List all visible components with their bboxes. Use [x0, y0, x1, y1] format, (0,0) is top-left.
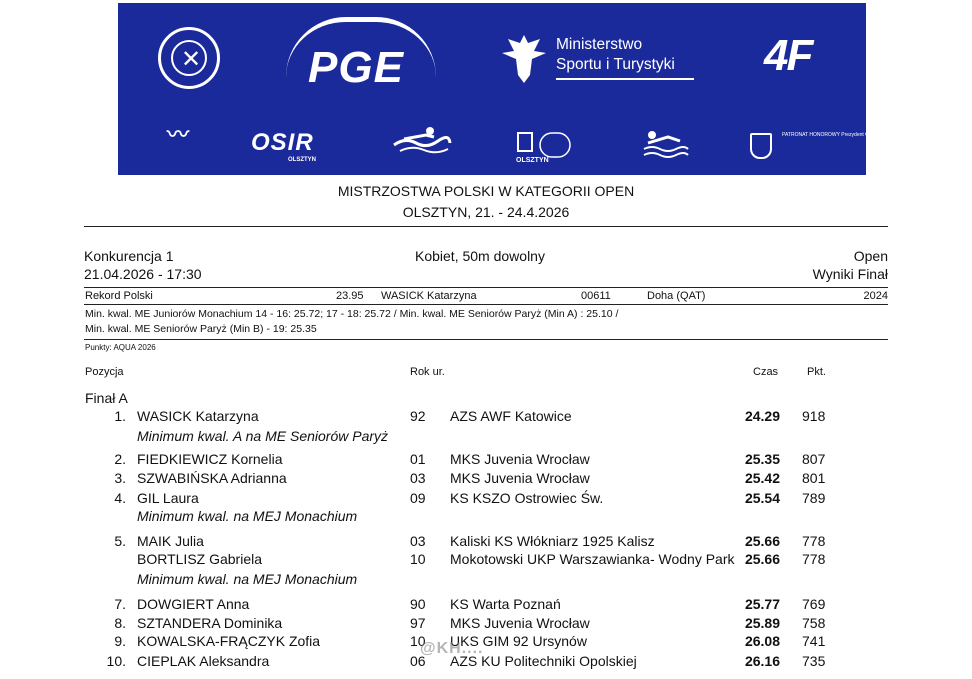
final-label: Finał A	[85, 390, 128, 406]
column-position: Pozycja	[85, 366, 124, 378]
result-position: 8.	[114, 615, 126, 631]
result-time: 26.08	[744, 633, 780, 649]
column-points: Pkt.	[807, 366, 826, 378]
swimming-wave-icon	[642, 127, 690, 159]
result-year: 03	[410, 533, 426, 549]
meet-place-dates: OLSZTYN, 21. - 24.4.2026	[402, 204, 570, 220]
result-row	[0, 633, 972, 651]
result-points: 801	[802, 470, 826, 486]
result-points: 778	[802, 551, 826, 567]
result-name: FIEDKIEWICZ Kornelia	[137, 451, 283, 467]
result-position: 9.	[114, 633, 126, 649]
result-name: BORTLISZ Gabriela	[137, 551, 263, 567]
result-club: KS KSZO Ostrowiec Św.	[450, 490, 604, 506]
result-name: SZWABIŃSKA Adrianna	[137, 470, 287, 486]
result-points: 741	[802, 633, 826, 649]
record-time: 23.95	[336, 290, 364, 302]
column-year: Rok ur.	[410, 366, 445, 378]
osir-logo: OSIR	[251, 129, 314, 156]
swimmer-icon	[390, 123, 452, 155]
result-row	[0, 490, 972, 508]
result-position: 1.	[114, 408, 126, 424]
result-row	[0, 653, 972, 671]
result-name: MAIK Julia	[137, 533, 204, 549]
osir-sub-label: OLSZTYN	[288, 157, 316, 163]
olsztyn-city-logo	[514, 129, 580, 165]
result-year: 90	[410, 596, 426, 612]
pge-logo: PGE	[308, 43, 404, 92]
record-year: 2024	[863, 290, 888, 302]
result-name: WASICK Katarzyna	[137, 408, 259, 424]
result-year: 03	[410, 470, 426, 486]
divider	[84, 287, 888, 288]
points-system: Punkty: AQUA 2026	[85, 343, 156, 352]
result-note: Minimum kwal. A na ME Seniorów Paryż	[137, 428, 389, 444]
result-row	[0, 596, 972, 614]
result-name: SZTANDERA Dominika	[137, 615, 283, 631]
divider	[84, 304, 888, 305]
result-points: 758	[802, 615, 826, 631]
result-position: 4.	[114, 490, 126, 506]
result-points: 778	[802, 533, 826, 549]
warmia-mark-icon: 〰	[166, 122, 189, 147]
result-time: 25.66	[744, 551, 780, 567]
result-time: 25.42	[744, 470, 780, 486]
event-label: Konkurencja 1	[84, 248, 174, 264]
result-year: 92	[410, 408, 426, 424]
divider	[84, 226, 888, 227]
event-datetime: 21.04.2026 - 17:30	[84, 266, 202, 282]
result-position: 10.	[106, 653, 126, 669]
result-club: Kaliski KS Włókniarz 1925 Kalisz	[450, 533, 655, 549]
result-row	[0, 615, 972, 633]
result-row	[0, 533, 972, 551]
result-name: KOWALSKA-FRĄCZYK Zofia	[137, 633, 321, 649]
result-points: 769	[802, 596, 826, 612]
result-club: MKS Juvenia Wrocław	[450, 451, 590, 467]
record-place: Doha (QAT)	[647, 290, 706, 302]
result-row	[0, 451, 972, 469]
qualification-line-1: Min. kwal. ME Juniorów Monachium 14 - 16: 25.72; 17 - 18: 25.72 / Min. kwal. ME Seniorów Paryż (Min A) : 25.10 /	[85, 308, 619, 320]
result-points: 918	[802, 408, 826, 424]
watermark: @KH....	[420, 640, 484, 657]
event-stage: Wyniki Finał	[812, 266, 888, 282]
record-code: 00611	[581, 290, 611, 302]
meet-title: MISTRZOSTWA POLSKI W KATEGORII OPEN	[337, 183, 635, 199]
result-time: 25.35	[744, 451, 780, 467]
olsztyn-label: OLSZTYN	[516, 157, 549, 164]
result-note: Minimum kwal. na MEJ Monachium	[137, 571, 358, 587]
warmia-mazury-logo	[158, 123, 198, 147]
event-category: Open	[853, 248, 888, 264]
result-club: UKS GIM 92 Ursynów	[450, 633, 587, 649]
ministry-logo	[556, 35, 675, 75]
result-year: 10	[410, 633, 426, 649]
eagle-emblem-icon	[500, 31, 548, 85]
record-holder: WASICK Katarzyna	[381, 290, 477, 302]
result-club: MKS Juvenia Wrocław	[450, 470, 590, 486]
result-points: 807	[802, 451, 826, 467]
result-points: 789	[802, 490, 826, 506]
honorary-patronage-logo	[750, 131, 925, 163]
result-club: AZS AWF Katowice	[450, 408, 572, 424]
event-name: Kobiet, 50m dowolny	[415, 248, 545, 264]
result-club: MKS Juvenia Wrocław	[450, 615, 590, 631]
patron-text: PATRONAT HONOROWY Prezydent Olsztyna Robert Szewczyk	[782, 132, 925, 138]
result-position: 2.	[114, 451, 126, 467]
result-row	[0, 408, 972, 426]
result-year: 06	[410, 653, 426, 669]
result-position: 7.	[114, 596, 126, 612]
result-time: 25.66	[744, 533, 780, 549]
result-time: 25.77	[744, 596, 780, 612]
result-name: DOWGIERT Anna	[137, 596, 250, 612]
result-year: 97	[410, 615, 426, 631]
city-shield-icon	[750, 133, 772, 159]
result-row	[0, 470, 972, 488]
divider	[84, 339, 888, 340]
result-position: 5.	[114, 533, 126, 549]
result-time: 24.29	[744, 408, 780, 424]
result-points: 735	[802, 653, 826, 669]
polish-swimming-federation-logo: ✕	[158, 27, 220, 89]
result-year: 01	[410, 451, 426, 467]
column-time: Czas	[753, 366, 779, 378]
result-name: GIL Laura	[137, 490, 199, 506]
ministry-line-2: Sportu i Turystyki	[556, 56, 675, 73]
result-time: 25.54	[744, 490, 780, 506]
record-label: Rekord Polski	[85, 290, 153, 302]
ministry-line-1: Ministerstwo	[556, 36, 643, 53]
result-club: AZS KU Politechniki Opolskiej	[450, 653, 637, 669]
qualification-line-2: Min. kwal. ME Seniorów Paryż (Min B) - 19: 25.35	[85, 323, 317, 335]
result-name: CIEPLAK Aleksandra	[137, 653, 270, 669]
result-time: 25.89	[744, 615, 780, 631]
result-position: 3.	[114, 470, 126, 486]
result-club: KS Warta Poznań	[450, 596, 561, 612]
ministry-underline	[556, 78, 694, 80]
sponsor-banner	[118, 3, 925, 175]
result-club: Mokotowski UKP Warszawianka- Wodny Park	[450, 551, 735, 567]
result-year: 09	[410, 490, 426, 506]
result-note: Minimum kwal. na MEJ Monachium	[137, 508, 358, 524]
result-time: 26.16	[744, 653, 780, 669]
result-year: 10	[410, 551, 426, 567]
result-row	[0, 551, 972, 569]
4f-logo: 4F	[764, 31, 812, 80]
